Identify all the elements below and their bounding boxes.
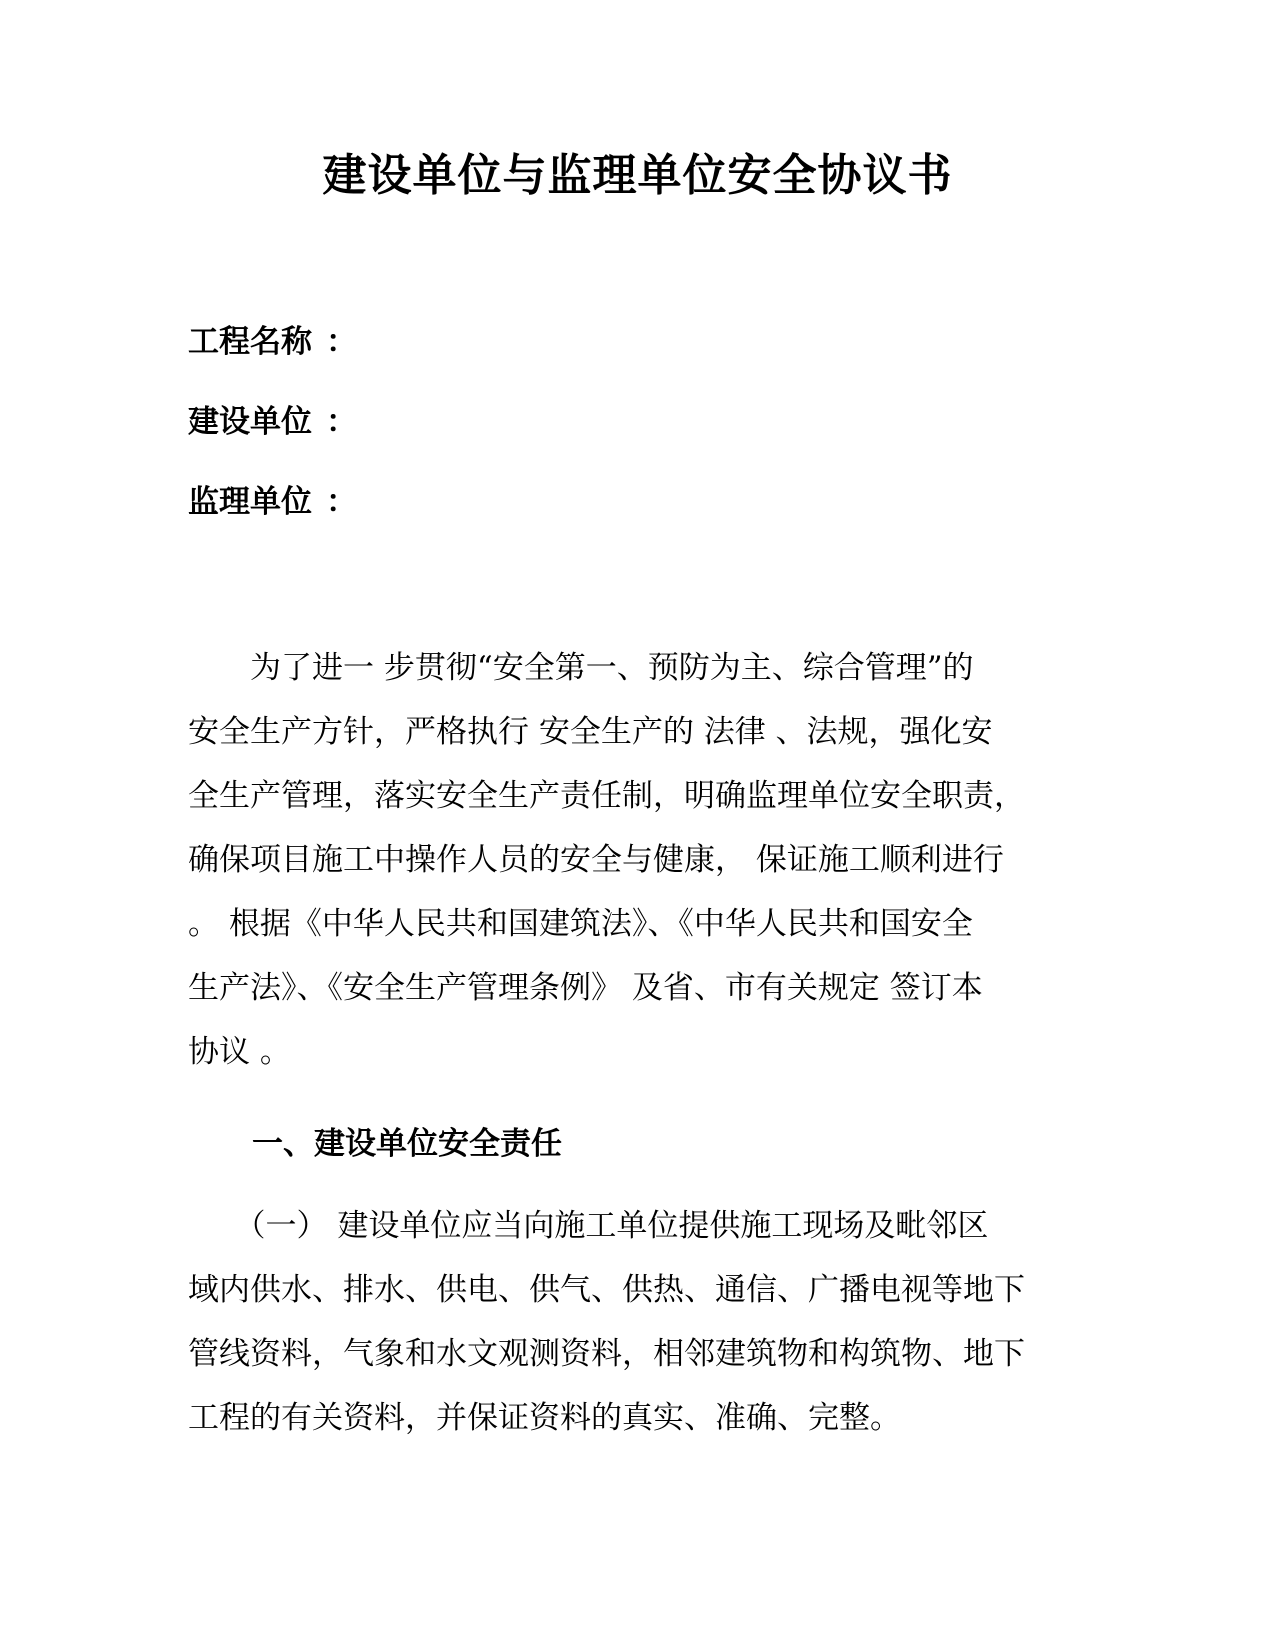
field-colon: ： — [326, 484, 357, 520]
field-supervision-unit — [188, 482, 357, 522]
paragraph-line: 协议 。 — [188, 1034, 291, 1070]
field-colon: ： — [326, 404, 357, 440]
field-label: 建设单位 — [188, 404, 312, 440]
document-title: 建设单位与监理单位安全协议书 — [322, 150, 953, 201]
paragraph-line: （一） 建设单位应当向施工单位提供施工现场及毗邻区 — [188, 1208, 989, 1244]
paragraph-line: 生产法》、《安全生产管理条例》 及省、市有关规定 签订本 — [188, 970, 983, 1006]
paragraph-line: 全生产管理，落实安全生产责任制，明确监理单位安全职责， — [188, 778, 1025, 814]
paragraph-line: 确保项目施工中操作人员的安全与健康， 保证施工顺利进行 — [188, 842, 1004, 878]
section-heading: 一、建设单位安全责任 — [252, 1126, 562, 1162]
paragraph-line: 安全生产方针，严格执行 安全生产的 法律 、法规，强化安 — [188, 714, 993, 750]
paragraph-line: 域内供水、排水、供电、供气、供热、通信、广播电视等地下 — [188, 1272, 1025, 1308]
paragraph-line: 。 根据《中华人民共和国建筑法》、《中华人民共和国安全 — [188, 906, 973, 942]
field-project-name — [188, 322, 357, 362]
section1-paragraph — [188, 1194, 1088, 1450]
field-label: 工程名称 — [188, 324, 312, 360]
field-colon: ： — [326, 324, 357, 360]
field-label: 监理单位 — [188, 484, 312, 520]
intro-paragraph — [188, 636, 1088, 1084]
paragraph-line: 为了进一 步贯彻“安全第一、预防为主、综合管理”的 — [188, 650, 974, 686]
paragraph-line: 管线资料，气象和水文观测资料，相邻建筑物和构筑物、地下 — [188, 1336, 1025, 1372]
field-construction-unit — [188, 402, 357, 442]
paragraph-line: 工程的有关资料，并保证资料的真实、准确、完整。 — [188, 1400, 901, 1436]
